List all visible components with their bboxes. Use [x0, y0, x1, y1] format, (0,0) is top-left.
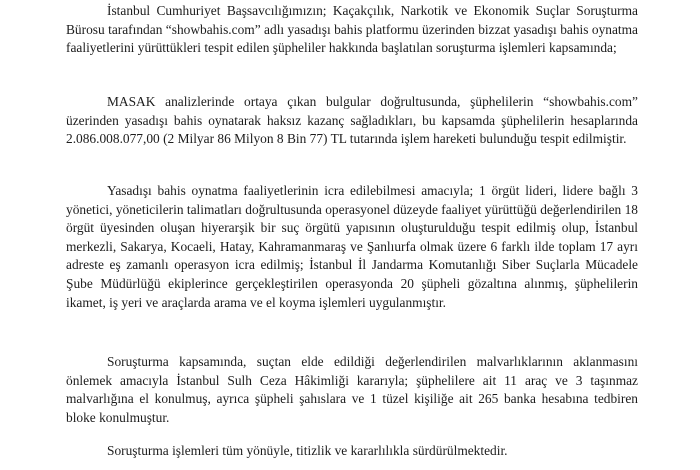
paragraph-asset-seizure: Soruşturma kapsamında, suçtan elde edildiği değerlendirilen malvarlıklarının aklanmasını önlemek amacıyla İstanbul Sulh Ceza Hâkimliği kararıyla; şüphelilere ait 11 araç ve 3 taşınmaz malvarlığına el konulmuş, ayrıca şüpheli şahıslara ve 1 tüzel kişiliğe ait 265 banka hesabına tedbiren bloke konulmuştur.: [66, 354, 638, 425]
paragraph-conclusion: Soruşturma işlemleri tüm yönüyle, titizlik ve kararlılıkla sürdürülmektedir.: [107, 443, 508, 458]
paragraph-masak-findings: MASAK analizlerinde ortaya çıkan bulgular doğrultusunda, şüphelilerin “showbahis.com” üzerinden yasadışı bahis oynatarak haksız kazanç sağladıkları, bu kapsamda şüphelilerin hesaplarında 2.086.008.077,00 (2 Milyar 86 Milyon 8 Bin 77) TL tutarında işlem hareketi bulunduğu tespit edilmiştir.: [66, 94, 638, 147]
paragraph-organization-operation: Yasadışı bahis oynatma faaliyetlerinin icra edilebilmesi amacıyla; 1 örgüt lideri, lidere bağlı 3 yönetici, yöneticilerin talimatları doğrultusunda operasyonel düzeyde faaliyet yürüttüğü değerlendirilen 18 örgüt üyesinden oluşan hiyerarşik bir suç örgütü yapısının oluşturulduğu tespit edilmiş olup, İstanbul merkezli, Sakarya, Kocaeli, Hatay, Kahramanmaraş ve Şanlıurfa olmak üzere 6 farklı ilde toplam 17 ayrı adreste eş zamanlı operasyon icra edilmiş; İstanbul İl Jandarma Komutanlığı Siber Suçlarla Mücadele Şube Müdürlüğü ekiplerince gerçekleştirilen operasyonda 20 şüpheli gözaltına alınmış, şüphelilerin ikamet, iş yeri ve araçlarda arama ve el koyma işlemleri uygulanmıştır.: [66, 183, 638, 310]
paragraph-investigation-scope: İstanbul Cumhuriyet Başsavcılığımızın; Kaçakçılık, Narkotik ve Ekonomik Suçlar Soruşturma Bürosu tarafından “showbahis.com” adlı yasadışı bahis platformu üzerinden bizzat yasadışı bahis oynatma faaliyetlerini yürüttükleri tespit edilen şüpheliler hakkında başlatılan soruşturma işlemleri kapsamında;: [66, 3, 638, 56]
